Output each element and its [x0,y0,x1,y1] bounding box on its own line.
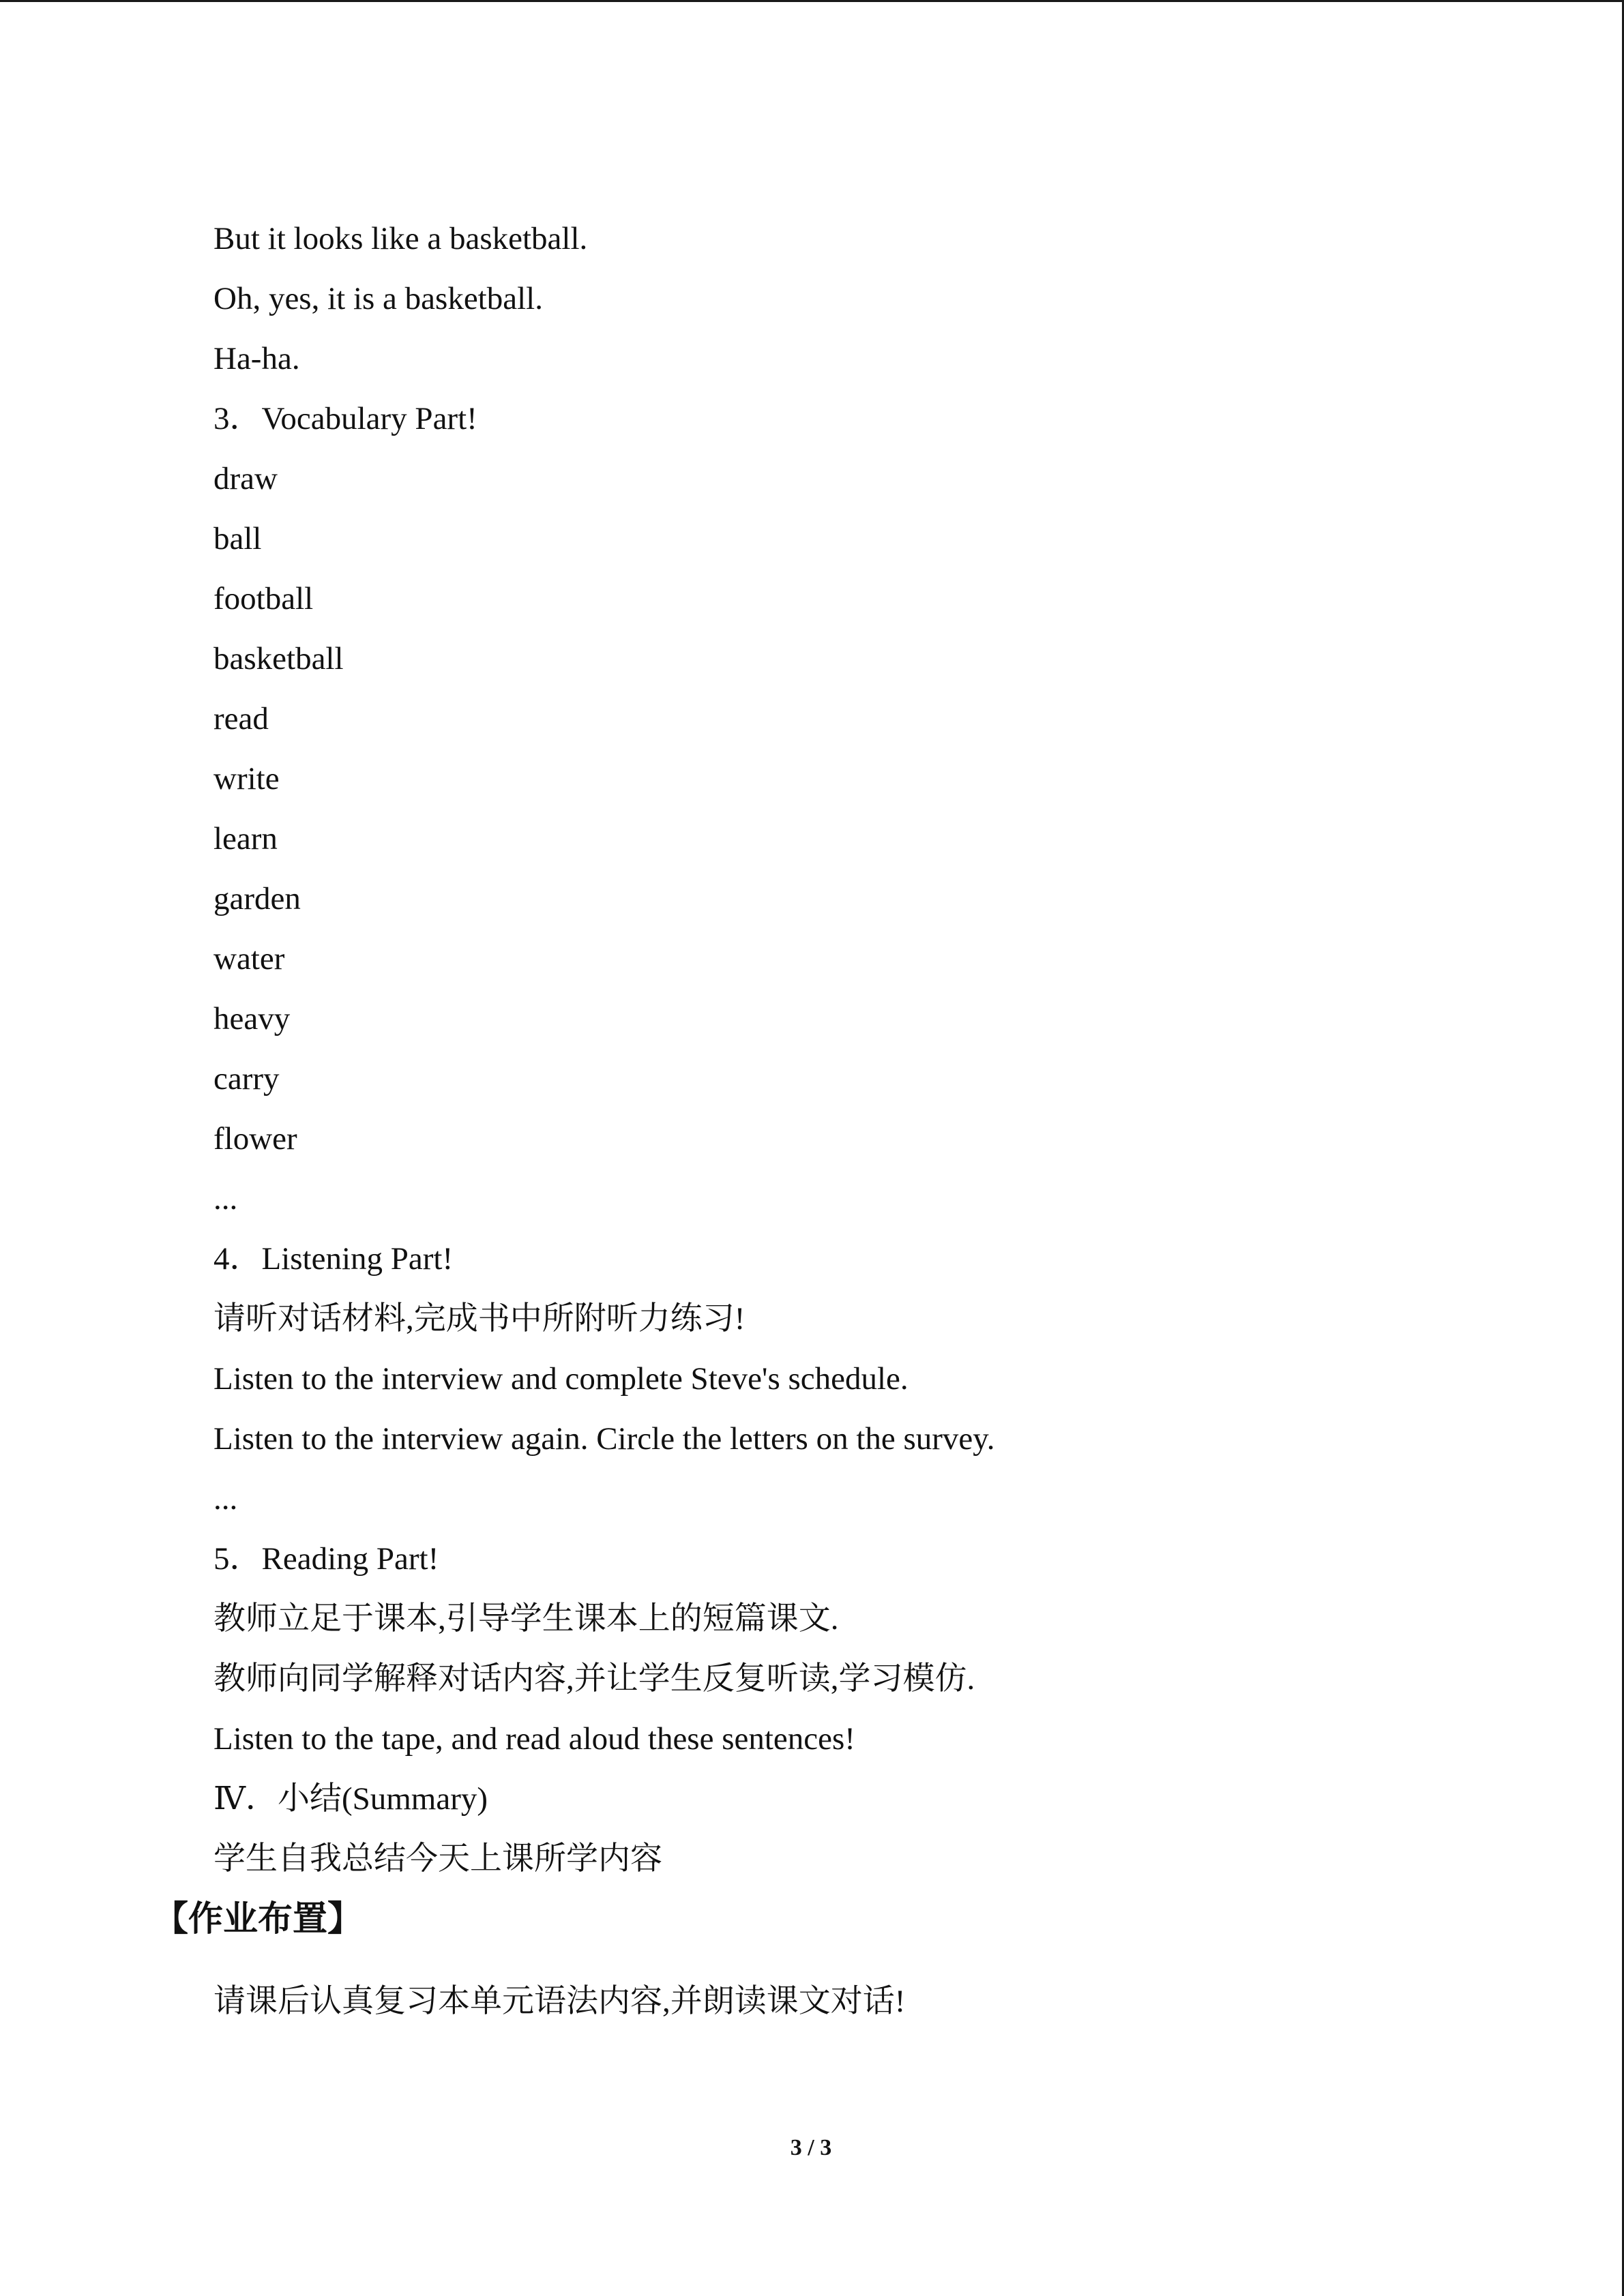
ellipsis: ... [213,1181,238,1217]
vocabulary-word: football [213,581,314,616]
vocabulary-word: write [213,761,280,796]
page-number: 3 / 3 [790,2135,832,2160]
section-heading-vocabulary: 3．Vocabulary Part! [213,401,477,436]
section-heading-listening: 4．Listening Part! [213,1241,454,1277]
instruction-line: 学生自我总结今天上课所学内容 [213,1841,662,1877]
instruction-line: 教师向同学解释对话内容,并让学生反复听读,学习模仿. [213,1661,975,1697]
instruction-line: 请听对话材料,完成书中所附听力练习! [213,1301,745,1337]
vocabulary-word: garden [213,881,301,916]
ellipsis: ... [213,1481,238,1517]
instruction-line: Listen to the interview and complete Steve's schedule. [213,1361,909,1397]
section-heading-summary: Ⅳ．小结(Summary) [213,1781,488,1817]
instruction-line: Listen to the tape, and read aloud these sentences! [213,1721,855,1757]
homework-text: 请课后认真复习本单元语法内容,并朗读课文对话! [213,1984,906,2019]
vocabulary-word: ball [213,521,262,556]
vocabulary-word: draw [213,461,278,496]
vocabulary-word: water [213,941,285,976]
dialogue-line: Oh, yes, it is a basketball. [213,281,543,316]
homework-heading: 【作业布置】 [153,1900,363,1939]
lesson-body [213,209,1509,1889]
section-heading-reading: 5．Reading Part! [213,1541,439,1577]
vocabulary-word: heavy [213,1001,291,1037]
vocabulary-word: learn [213,821,278,856]
vocabulary-word: carry [213,1061,280,1097]
vocabulary-word: basketball [213,641,344,676]
instruction-line: 教师立足于课本,引导学生课本上的短篇课文. [213,1601,839,1637]
instruction-line: Listen to the interview again. Circle the letters on the survey. [213,1421,995,1457]
dialogue-line: Ha-ha. [213,341,300,376]
vocabulary-word: flower [213,1121,297,1157]
dialogue-line: But it looks like a basketball. [213,221,588,256]
vocabulary-word: read [213,701,269,736]
